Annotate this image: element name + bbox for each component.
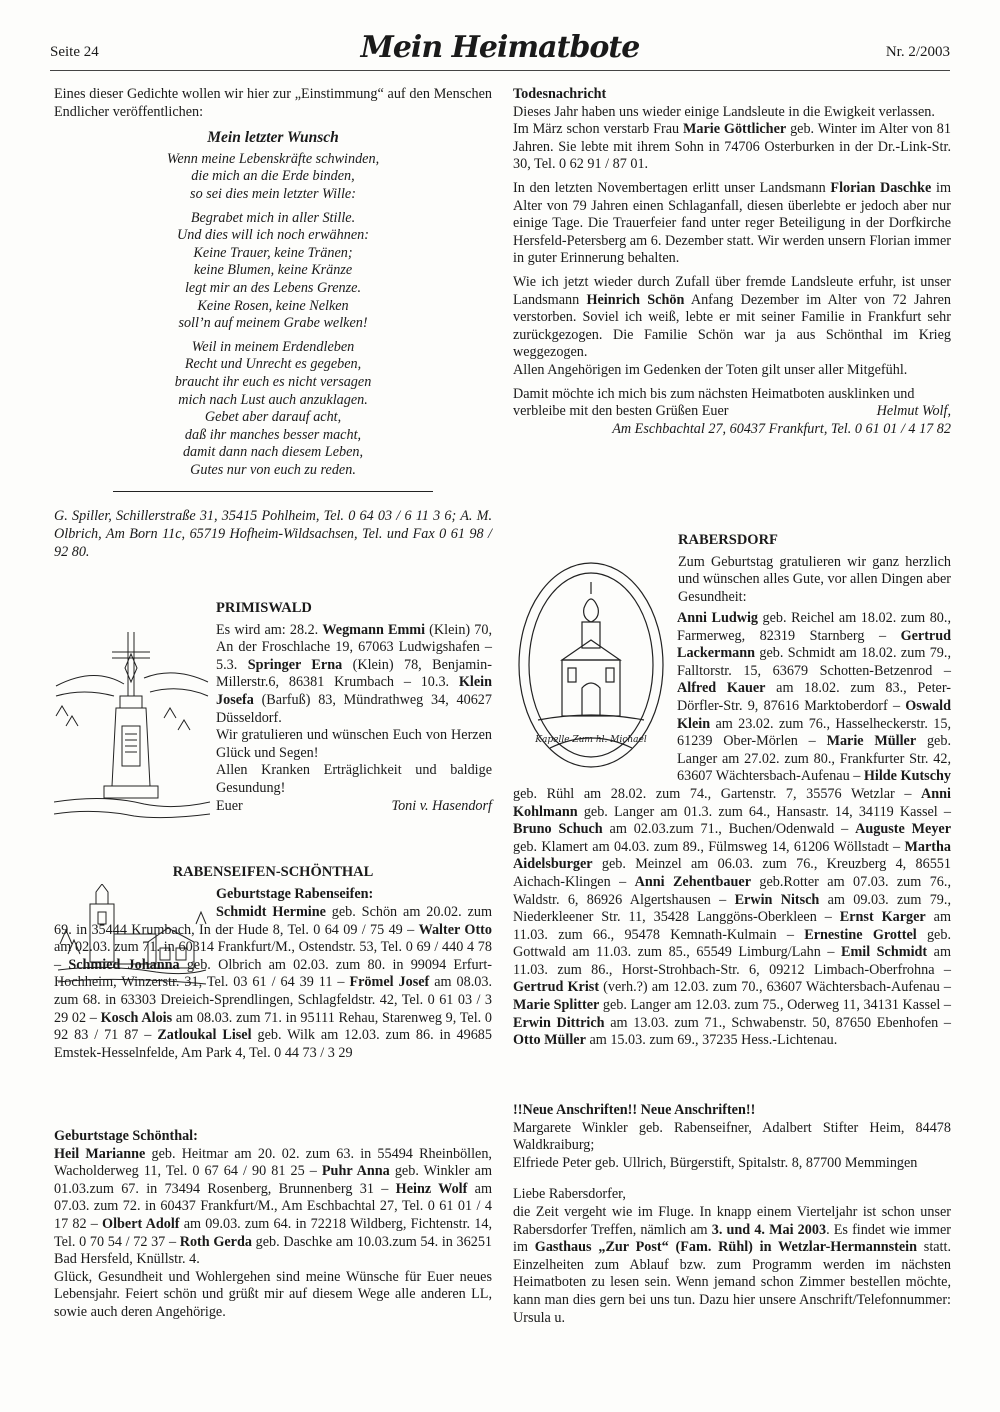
primiswald-section [216,600,492,815]
new-address-2: Elfriede Peter geb. Ullrich, Bürgerstift, Spitalstr. 8, 87700 Memmingen [513,1154,918,1171]
rabenseifen-birthdays-top [216,886,492,904]
medallion-caption: Kapelle Zum hl. Michael [535,735,647,745]
farewell: Damit möchte ich mich bis zum nächsten Heimatboten ausklinken und verbleibe mit den besten Grüßen Euer Helmut Wolf, [513,385,951,420]
right-column [513,86,951,438]
poem-line: Und dies will ich noch erwähnen: [177,227,369,244]
greeting: Liebe Rabersdorfer, [513,1186,626,1203]
primiswald-birthdays: Es wird am: 28.2. Wegmann Emmi (Klein) 70, An der Froschlache 19, 67063 Ludwigshafen – 5.3. Springer Erna (Klein) 78, Benjamin-Millerstr.6, 86381 Krumbach – 10.3. Klein Josefa (Barfuß) 83, Mündrathweg 34, 40627 Düsseldorf. [216,621,493,726]
page-number: Seite 24 [50,44,99,60]
masthead: Mein Heimatbote [360,30,640,65]
poem-line: mich nach Lust auch anzuklagen. [178,391,368,408]
wayside-cross-illustration [54,626,210,822]
poem-line: Gutes nur von euch zu reden. [190,461,356,478]
subheading-schoenthal: Geburtstage Schönthal: [54,1128,198,1144]
page-header [50,30,950,72]
section-title-rabersdorf: RABERSDORF [678,532,778,548]
section-title-rabenseifen: RABENSEIFEN-SCHÖNTHAL [172,864,374,880]
new-address-1: Margarete Winkler geb. Rabenseifner, Adalbert Stifter Heim, 84478 Waldkraiburg; [513,1119,951,1154]
poem-line: Recht und Unrecht es gegeben, [184,356,362,373]
rabersdorf-section [678,532,951,606]
rabenseifen-birthdays [54,904,492,1062]
poem-line: daß ihr manches besser macht, [184,426,362,443]
death-intro: Dieses Jahr haben uns wieder einige Landsleute in die Ewigkeit verlassen. [513,103,935,120]
left-column [54,86,492,561]
subheading-rabenseifen: Geburtstage Rabenseifen: [216,886,374,902]
new-addresses-section [513,1102,951,1327]
poem-line: Weil in meinem Erdendleben [191,338,355,355]
poem-line: Begrabet mich in aller Stille. [190,209,356,226]
primiswald-wishes-sick: Allen Kranken Erträglichkeit und baldige Gesundung! [216,762,492,796]
schoenthal-section [54,1128,492,1322]
meeting-announcement: die Zeit vergeht wie im Fluge. In knapp einem Vierteljahr ist schon unser Rabersdorfer Treffen, nämlich am 3. und 4. Mai 2003. Es findet wie immer im Gasthaus „Zur Post“ (Fam. Rühl) in Wetzlar-Hermannstein statt. Einzelheiten zum Ablauf bzw. zum Programm werden im nächsten Heimatboten zu lesen sein. Wenn jemand schon Zimmer bestellen möchte, kann man dies gern bei uns tun. Dazu hier unsere Anschrift/Telefonnummer: Ursula u. [513,1203,951,1326]
death-notice-title: Todesnachricht [513,86,607,102]
issue-number: Nr. 2/2003 [885,44,950,60]
rabersdorf-intro: Zum Geburtstag gratulieren wir ganz herzlich und wünschen alles Gute, vor allen Dingen aber Gesundheit: [678,553,951,605]
poem-line: soll’n auf meinem Grabe welken! [178,315,368,332]
poem-title: Mein letzter Wunsch [207,129,339,147]
author-signature-address: Am Eschbachtal 27, 60437 Frankfurt, Tel. 0 61 01 / 4 17 82 [612,420,951,437]
schoenthal-closing: Glück, Gesundheit und Wohlergehen sind meine Wünsche für Euer neues Lebensjahr. Feiert schön und grüßt mir auf diesem Wege alle anderen LL, sowie auch deren Angehörige. [54,1268,492,1320]
death-notice-1: Im März schon verstarb Frau Marie Göttlicher geb. Winter im Alter von 81 Jahren. Sie lebte mit ihrem Sohn in 74706 Osterburken in der Dr.-Link-Str. 30, Tel. 0 62 91 / 87 01. [513,121,951,173]
poem-line: Gebet aber darauf acht, [204,409,342,426]
poem-line: so sei dies mein letzter Wille: [190,185,356,202]
poem-line: Keine Rosen, keine Nelken [197,297,349,314]
rabersdorf-birthdays [513,610,951,1050]
poem-line: Keine Trauer, keine Tränen; [193,244,353,261]
poem-stanza-1 [54,151,492,204]
rabenseifen-list: Schmidt Hermine geb. Schön am 20.02. zum 69. in 35444 Krumbach, In der Hude 8, Tel. 0 64 09 / 75 49 – Walter Otto am 02.03. zum 71. in 60314 Frankfurt/M., Ostendstr. 53, Tel. 0 69 / 440 4 78 – Schmied Johanna geb. Olbrich am 02.03. zum 80. in 99094 Erfurt-Hochheim, Winzerstr. 31, Tel. 03 61 / 64 39 11 – Frömel Josef am 08.03. zum 68. in 63303 Dreieich-Sprendlingen, Schlagfeldstr. 42, Tel. 0 61 03 / 3 29 02 – Kosch Alois am 08.03. zum 71. in 95111 Rehau, Starenweg 9, Tel. 0 92 83 / 71 87 – Zatloukal Lisel geb. Wilk am 12.03. zum 86. in 49685 Emstek-Hesselnfelde, Am Park 4, Tel. 0 44 73 / 3 29 [54,904,493,1061]
primiswald-signature: Euer Toni v. Hasendorf [216,797,492,814]
poem-line: Wenn meine Lebenskräfte schwinden, [166,150,380,167]
header-rule [50,70,950,71]
poem-line: damit dann nach diesem Leben, [182,444,364,461]
poem-line: legt mir an des Lebens Grenze. [184,279,361,296]
schoenthal-list: Heil Marianne geb. Heitmar am 20. 02. zum 63. in 55494 Rheinböllen, Wacholderweg 11, Tel. 0 67 64 / 90 81 25 – Puhr Anna geb. Winkler am 01.03.zum 67. in 73494 Rosenberg, Brunnenberg 31 – Heinz Wolf am 07.03. zum 72. in 60437 Frankfurt/M., Am Eschbachtal 27, Tel. 0 61 01 / 4 17 82 – Olbert Adolf am 09.03. zum 64. in 72218 Wildberg, Fichtenstr. 14, Tel. 0 70 54 / 72 37 – Roth Gerda geb. Daschke am 10.03.zum 54. in 36251 Bad Hersfeld, Knüllstr. 4. [54,1145,493,1268]
death-notice-2: In den letzten Novembertagen erlitt unser Landsmann Florian Daschke im Alter von 79 Jahren einen Schlaganfall, diesen überlebte er jedoch aber nur einige Tage. Die Trauerfeier fand unter reger Beteiligung in der Dorfkirche Hersfeld-Petersberg am 6. Dezember statt. Wir werden unsern Florian immer in guter Erinnerung behalten. [513,179,951,267]
poem-stanza-2 [54,210,492,333]
rabersdorf-list: Anni Ludwig geb. Reichel am 18.02. zum 80., Farmerweg, 82319 Starnberg – Gertrud Lackermann geb. Schmidt am 18.02. zum 79., Falltorstr. 15, 63679 Schotten-Betzenrod – Alfred Kauer am 18.02. zum 83., Peter-Dörfler-Str. 9, 87616 Marktoberdorf – Oswald Klein am 23.02. zum 76., Hasselheckerstr. 15, 61239 Ober-Mörlen – Marie Müller geb. Langer am 27.02. zum 80., Frankfurter Str. 42, 63607 Wächtersbach-Aufenau – Hilde Kutschy geb. Rühl am 28.02. zum 74., Gartenstr. 7, 35576 Wetzlar – Anni Kohlmann geb. Langer am 01.3. zum 64., Hansastr. 14, 34119 Kassel – Bruno Schuch am 02.03.zum 71., Buchen/Odenwald – Auguste Meyer geb. Klamert am 04.03. zum 89., Fülmsweg 14, 61206 Wöllstadt – Martha Aidelsburger geb. Meinzel am 06.03. zum 76., Kreuzberg 4, 86551 Aichach-Klingen – Anni Zehentbauer geb.Rotter am 07.03. zum 76., Waldstr. 6, 86926 Algertshausen – Erwin Nitsch am 09.03. zum 79., Niederkleener Str. 11, 35428 Langgöns-Oberkleen – Ernst Karger am 11.03. zum 66., 95478 Kemnath-Kulmain – Ernestine Grottel geb. Gottwald am 11.03. zum 85., 65549 Limburg/Lahn – Emil Schmidt am 11.03. zum 86., Horst-Strohbach-Str. 6, 09212 Limbach-Oberfrohna – Gertrud Krist (verh.?) am 12.03. zum 70., 63607 Wächtersbach-Aufenau – Marie Splitter geb. Langer am 12.03. zum 75., Oderweg 11, 34131 Kassel – Erwin Dittrich am 13.03. zum 71., Schwabenstr. 50, 87650 Ebenhofen – Otto Müller am 15.03. zum 69., 37235 Hess.-Lichtenau. [513,610,952,1049]
primiswald-wishes: Wir gratulieren und wünschen Euch von Herzen Glück und Segen! [216,727,492,761]
author-address: G. Spiller, Schillerstraße 31, 35415 Pohlheim, Tel. 0 64 03 / 6 11 3 6; A. M. Olbrich, Am Born 11c, 65719 Hofheim-Wildsachsen, Tel. und Fax 0 61 98 / 92 80. [54,508,492,560]
rabenseifen-section [54,864,492,882]
poem-line: keine Blumen, keine Kränze [193,262,353,279]
divider [113,491,433,492]
intro-text: Eines dieser Gedichte wollen wir hier zur „Einstimmung“ auf den Menschen Endlicher veröffentlichen: [54,86,492,120]
new-addresses-title: !!Neue Anschriften!! Neue Anschriften!! [513,1102,756,1118]
condolence: Allen Angehörigen im Gedenken der Toten gilt unser aller Mitgefühl. [513,361,908,378]
poem-stanza-3 [54,339,492,480]
poem [54,151,492,480]
section-title-primiswald: PRIMISWALD [216,600,312,616]
death-notice-3: Wie ich jetzt wieder durch Zufall über fremde Landsleute erfuhr, ist unser Landsmann Heinrich Schön Anfang Dezember im Alter von 72 Jahren verstorben. Soviel ich weiß, lebte er mit seiner Familie in Frankfurt sehr zurückgezogen. Die Familie Schön war ja aus Schönthal im Krieg weggezogen. [513,273,951,361]
poem-line: die mich an die Erde binden, [191,168,355,185]
poem-line: braucht ihr euch es nicht versagen [174,373,372,390]
